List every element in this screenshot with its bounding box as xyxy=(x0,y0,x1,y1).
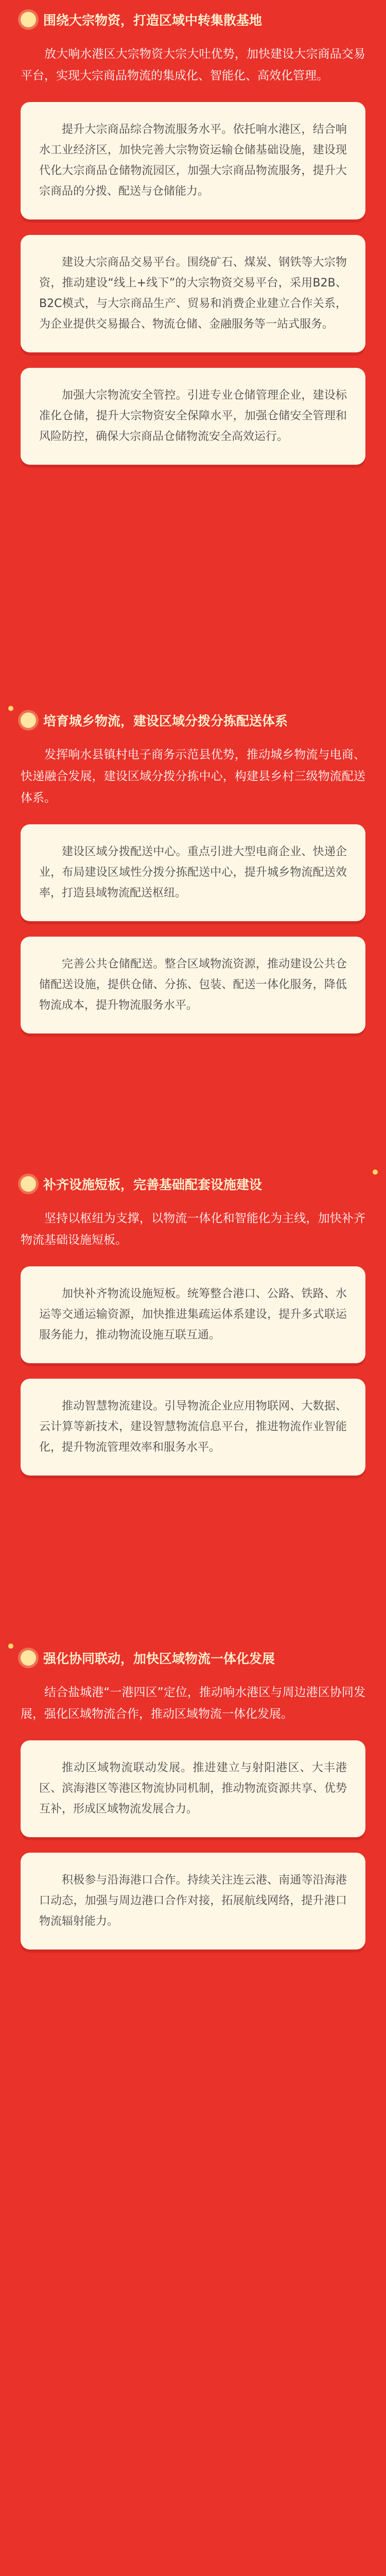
section-intro: 发挥响水县镇村电子商务示范县优势，推动城乡物流与电商、快递融合发展，建设区域分拨分拣中心，构建县乡村三级物流配送体系。 xyxy=(21,748,365,805)
section-2 xyxy=(21,711,365,1033)
section-title: 强化协同联动，加快区域物流一体化发展 xyxy=(43,1651,275,1666)
content-card xyxy=(21,1740,365,1837)
decor-dot-icon xyxy=(373,1170,378,1175)
card-paragraph: 完善公共仓储配送。整合区域物流资源，推动建设公共仓储配送设施，提供仓储、分拣、包装、配送一体化服务，降低物流成本，提升物流服务水平。 xyxy=(39,958,347,1012)
decor-dot-icon xyxy=(8,706,13,711)
card-paragraph: 推动区域物流联动发展。推进建立与射阳港区、大丰港区、滨海港区等港区物流协同机制，推动物流资源共享、优势互补，形成区域物流发展合力。 xyxy=(39,1761,347,1816)
section-title: 培育城乡物流，建设区域分拨分拣配送体系 xyxy=(43,714,288,728)
section-intro: 坚持以枢纽为支撑，以物流一体化和智能化为主线，加快补齐物流基础设施短板。 xyxy=(21,1212,365,1247)
bullet-icon xyxy=(21,1176,36,1192)
section-title: 围绕大宗物资，打造区域中转集散基地 xyxy=(43,13,262,28)
card-paragraph: 推动智慧物流建设。引导物流企业应用物联网、大数据、云计算等新技术，建设智慧物流信息平台，推进物流作业智能化，提升物流管理效率和服务水平。 xyxy=(39,1400,347,1454)
decor-dot-icon xyxy=(8,1643,13,1649)
section-intro: 结合盐城港“一港四区”定位，推动响水港区与周边港区协同发展，强化区域物流合作，推动区域物流一体化发展。 xyxy=(21,1686,365,1721)
section-intro: 放大响水港区大宗物资大宗大吐优势，加快建设大宗商品交易平台，实现大宗商品物流的集成化、智能化、高效化管理。 xyxy=(21,47,365,82)
bullet-icon xyxy=(21,713,36,728)
content-card xyxy=(21,937,365,1033)
section-4 xyxy=(21,1649,365,1950)
card-paragraph: 加强大宗物流安全管控。引进专业仓储管理企业，建设标准化仓储，提升大宗物资安全保障水平，加强仓储安全管理和风险防控，确保大宗商品仓储物流安全高效运行。 xyxy=(39,389,347,443)
section-3 xyxy=(21,1175,365,1476)
card-paragraph: 提升大宗商品综合物流服务水平。依托响水港区，结合响水工业经济区，加快完善大宗物资运输仓储基础设施，建设现代化大宗商品仓储物流园区，加强大宗商品物流服务，提升大宗商品的分拨、配送与仓储能力。 xyxy=(39,123,347,198)
card-paragraph: 加快补齐物流设施短板。统筹整合港口、公路、铁路、水运等交通运输资源，加快推进集疏运体系建设，提升多式联运服务能力，推动物流设施互联互通。 xyxy=(39,1287,347,1342)
section-heading xyxy=(21,1175,365,1193)
card-paragraph: 积极参与沿海港口合作。持续关注连云港、南通等沿海港口动态，加强与周边港口合作对接，拓展航线网络，提升港口物流辐射能力。 xyxy=(39,1874,347,1928)
card-paragraph: 建设区域分拨配送中心。重点引进大型电商企业、快递企业，布局建设区域性分拨分拣配送中心，提升城乡物流配送效率，打造县域物流配送枢纽。 xyxy=(39,845,347,900)
section-heading xyxy=(21,711,365,730)
content-card xyxy=(21,368,365,465)
bullet-icon xyxy=(21,12,36,27)
section-heading xyxy=(21,10,365,29)
content-card xyxy=(21,824,365,921)
card-paragraph: 建设大宗商品交易平台。围绕矿石、煤炭、钢铁等大宗物资，推动建设“线上+线下”的大宗物资交易平台，采用B2B、B2C模式，与大宗商品生产、贸易和消费企业建立合作关系，为企业提供交易撮合、物流仓储、金融服务等一站式服务。 xyxy=(39,256,347,331)
section-heading xyxy=(21,1649,365,1667)
content-card xyxy=(21,102,365,219)
content-card xyxy=(21,1266,365,1363)
content-card xyxy=(21,1379,365,1476)
section-title: 补齐设施短板，完善基础配套设施建设 xyxy=(43,1177,262,1192)
bullet-icon xyxy=(21,1650,36,1666)
section-1 xyxy=(21,10,365,465)
content-card xyxy=(21,235,365,352)
content-card xyxy=(21,1853,365,1950)
